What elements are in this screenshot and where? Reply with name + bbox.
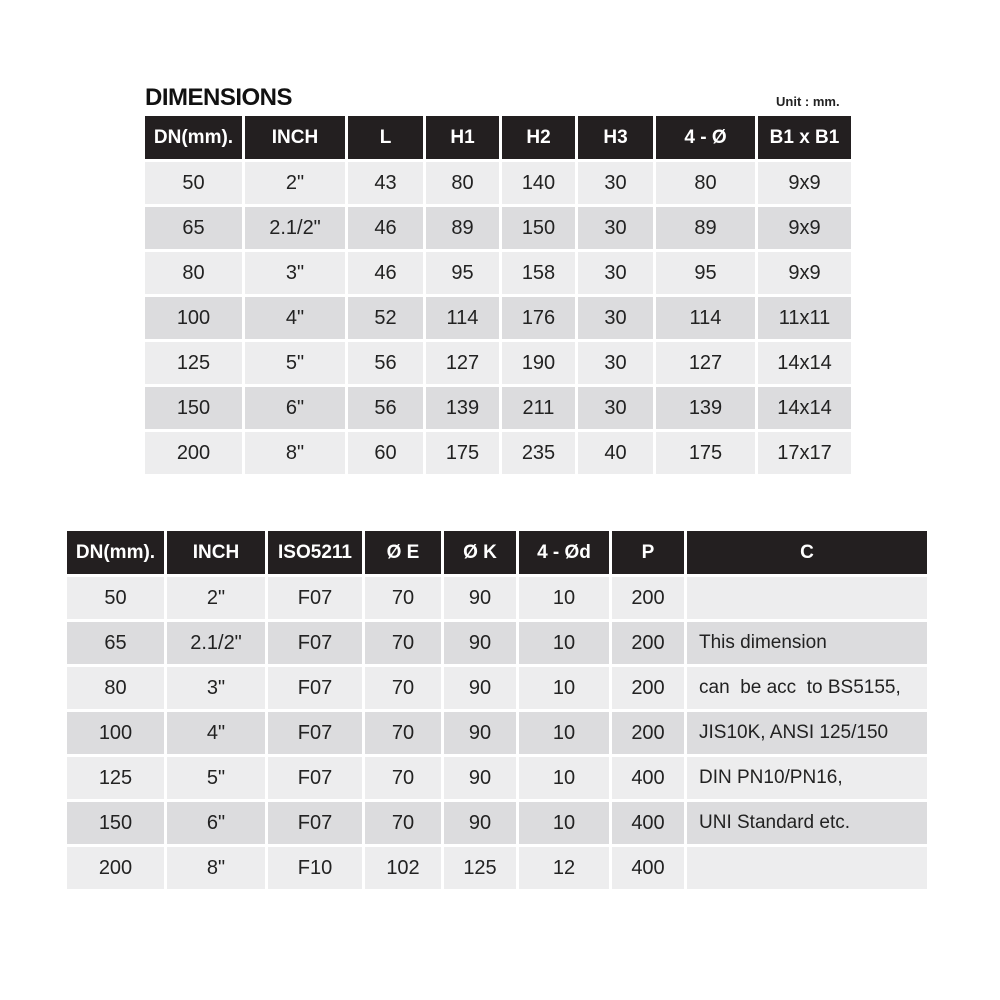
header-cell: 4 - Ød <box>519 531 609 574</box>
table-cell: 14x14 <box>758 387 851 429</box>
table-cell: 80 <box>426 162 499 204</box>
table-cell: 14x14 <box>758 342 851 384</box>
table-row <box>145 207 851 249</box>
table-cell: 5" <box>245 342 345 384</box>
header-cell: H3 <box>578 116 653 159</box>
table-row <box>67 577 927 619</box>
table-cell: 70 <box>365 757 441 799</box>
header-cell: L <box>348 116 423 159</box>
table-cell: 211 <box>502 387 575 429</box>
table-cell: 4" <box>167 712 265 754</box>
table-cell: 90 <box>444 712 516 754</box>
table-cell: 9x9 <box>758 207 851 249</box>
table-cell: 2" <box>245 162 345 204</box>
table-cell: 5" <box>167 757 265 799</box>
table-cell: 17x17 <box>758 432 851 474</box>
table-cell: 400 <box>612 847 684 889</box>
table-cell: 400 <box>612 757 684 799</box>
table-cell: 10 <box>519 757 609 799</box>
unit-label: Unit : mm. <box>776 94 840 109</box>
table-cell: 30 <box>578 387 653 429</box>
table-cell: 90 <box>444 622 516 664</box>
table-cell: 80 <box>145 252 242 294</box>
table-cell: 200 <box>145 432 242 474</box>
table-row <box>67 847 927 889</box>
table-row <box>67 757 927 799</box>
table-cell: 70 <box>365 622 441 664</box>
note-cell: DIN PN10/PN16, <box>687 757 927 799</box>
table-cell: 175 <box>656 432 755 474</box>
table-cell: 65 <box>145 207 242 249</box>
table-cell: 89 <box>656 207 755 249</box>
note-cell <box>687 847 927 889</box>
table-cell: 175 <box>426 432 499 474</box>
table-cell: 10 <box>519 712 609 754</box>
header-cell: DN(mm). <box>67 531 164 574</box>
table-cell: 10 <box>519 622 609 664</box>
table-cell: 90 <box>444 667 516 709</box>
page-title: DIMENSIONS <box>145 84 293 111</box>
table-row <box>145 162 851 204</box>
header-cell: H2 <box>502 116 575 159</box>
table-cell: 4" <box>245 297 345 339</box>
table-cell: 200 <box>612 667 684 709</box>
table-cell: 114 <box>426 297 499 339</box>
note-cell <box>687 577 927 619</box>
table-row <box>145 432 851 474</box>
table-row <box>67 667 927 709</box>
actuator-table <box>64 528 930 892</box>
table-row <box>67 802 927 844</box>
header-cell: INCH <box>245 116 345 159</box>
table-cell: 30 <box>578 207 653 249</box>
table-cell: 70 <box>365 577 441 619</box>
table-cell: F07 <box>268 667 362 709</box>
table-cell: 235 <box>502 432 575 474</box>
table-cell: 52 <box>348 297 423 339</box>
table-cell: 100 <box>67 712 164 754</box>
table-cell: 70 <box>365 667 441 709</box>
table-cell: 3" <box>167 667 265 709</box>
table-cell: 6" <box>167 802 265 844</box>
table-cell: 80 <box>67 667 164 709</box>
header-cell: P <box>612 531 684 574</box>
table-cell: 200 <box>612 712 684 754</box>
table-cell: 11x11 <box>758 297 851 339</box>
table-cell: 2" <box>167 577 265 619</box>
table-cell: 139 <box>426 387 499 429</box>
table-cell: 60 <box>348 432 423 474</box>
table-cell: 127 <box>656 342 755 384</box>
table-cell: 46 <box>348 252 423 294</box>
table-cell: 100 <box>145 297 242 339</box>
table-cell: 50 <box>67 577 164 619</box>
header-cell: C <box>687 531 927 574</box>
table-cell: 200 <box>612 622 684 664</box>
table-cell: 56 <box>348 387 423 429</box>
header-cell: DN(mm). <box>145 116 242 159</box>
table-cell: 150 <box>502 207 575 249</box>
table-cell: 150 <box>145 387 242 429</box>
header-cell: H1 <box>426 116 499 159</box>
table-cell: 9x9 <box>758 162 851 204</box>
table-cell: 2.1/2" <box>245 207 345 249</box>
table-cell: 200 <box>67 847 164 889</box>
table-cell: 200 <box>612 577 684 619</box>
table-cell: 125 <box>145 342 242 384</box>
table-cell: 46 <box>348 207 423 249</box>
header-cell: INCH <box>167 531 265 574</box>
table-cell: F10 <box>268 847 362 889</box>
table-cell: 8" <box>245 432 345 474</box>
table-cell: 2.1/2" <box>167 622 265 664</box>
note-cell: JIS10K, ANSI 125/150 <box>687 712 927 754</box>
table-cell: 43 <box>348 162 423 204</box>
table-cell: 125 <box>444 847 516 889</box>
table-header-row <box>145 116 851 159</box>
note-cell: This dimension <box>687 622 927 664</box>
table-cell: 139 <box>656 387 755 429</box>
note-cell: can be acc to BS5155, <box>687 667 927 709</box>
table-cell: 50 <box>145 162 242 204</box>
table-row <box>67 622 927 664</box>
table-cell: 10 <box>519 802 609 844</box>
table-cell: 140 <box>502 162 575 204</box>
table-cell: 190 <box>502 342 575 384</box>
table-cell: 176 <box>502 297 575 339</box>
table-cell: 3" <box>245 252 345 294</box>
table-cell: 30 <box>578 297 653 339</box>
table-cell: 150 <box>67 802 164 844</box>
table-cell: 89 <box>426 207 499 249</box>
table-row <box>145 252 851 294</box>
table-cell: 30 <box>578 252 653 294</box>
table-cell: 9x9 <box>758 252 851 294</box>
table-cell: 95 <box>426 252 499 294</box>
header-cell: 4 - Ø <box>656 116 755 159</box>
table-cell: 114 <box>656 297 755 339</box>
table-cell: 102 <box>365 847 441 889</box>
table-cell: 6" <box>245 387 345 429</box>
table-row <box>145 342 851 384</box>
table-cell: 70 <box>365 712 441 754</box>
table-cell: 70 <box>365 802 441 844</box>
table-cell: 125 <box>67 757 164 799</box>
table-header-row <box>67 531 927 574</box>
table-cell: 158 <box>502 252 575 294</box>
table-cell: 10 <box>519 667 609 709</box>
table-cell: 95 <box>656 252 755 294</box>
table-cell: 90 <box>444 802 516 844</box>
table-row <box>67 712 927 754</box>
header-cell: Ø K <box>444 531 516 574</box>
table-cell: F07 <box>268 757 362 799</box>
table-cell: 8" <box>167 847 265 889</box>
table-cell: F07 <box>268 577 362 619</box>
table-cell: 127 <box>426 342 499 384</box>
table-cell: F07 <box>268 802 362 844</box>
note-cell: UNI Standard etc. <box>687 802 927 844</box>
table-cell: 30 <box>578 342 653 384</box>
table-cell: 56 <box>348 342 423 384</box>
table-cell: F07 <box>268 712 362 754</box>
table-cell: 40 <box>578 432 653 474</box>
table-cell: F07 <box>268 622 362 664</box>
table-cell: 80 <box>656 162 755 204</box>
header-cell: ISO5211 <box>268 531 362 574</box>
dimensions-table <box>142 113 854 477</box>
table-row <box>145 297 851 339</box>
table-cell: 90 <box>444 757 516 799</box>
table-cell: 10 <box>519 577 609 619</box>
table-cell: 65 <box>67 622 164 664</box>
header-cell: B1 x B1 <box>758 116 851 159</box>
header-cell: Ø E <box>365 531 441 574</box>
table-cell: 12 <box>519 847 609 889</box>
table-cell: 30 <box>578 162 653 204</box>
table-cell: 400 <box>612 802 684 844</box>
table-cell: 90 <box>444 577 516 619</box>
table-row <box>145 387 851 429</box>
